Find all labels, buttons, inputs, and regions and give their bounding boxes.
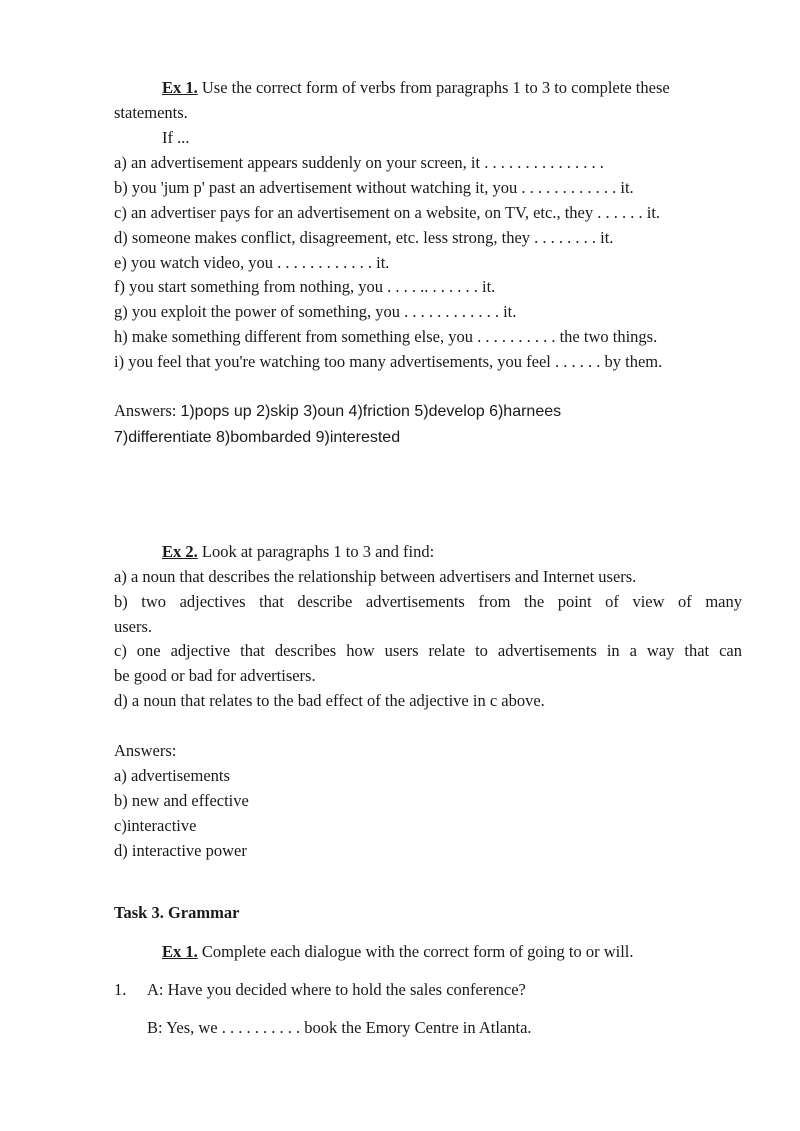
ex2-item-d: d) a noun that relates to the bad effect of the adjective in c above. xyxy=(114,691,545,710)
task3-ex1-label: Ex 1. xyxy=(162,942,198,961)
ex1-item-e: e) you watch video, you . . . . . . . . . . . . it. xyxy=(114,253,390,272)
ex2-item-c-line1: c) one adjective that describes how users relate to advertisements in a way that can xyxy=(114,641,742,660)
ex2-answer-d: d) interactive power xyxy=(114,841,247,860)
ex2-instruction: Look at paragraphs 1 to 3 and find: xyxy=(201,542,435,561)
ex2-label: Ex 2. xyxy=(162,542,198,561)
ex1-instruction: Use the correct form of verbs from paragraphs 1 to 3 to complete these xyxy=(201,78,670,97)
ex2-item-a: a) a noun that describes the relationship between advertisers and Internet users. xyxy=(114,567,637,586)
dialogue-line-a: A: Have you decided where to hold the sales conference? xyxy=(147,980,526,999)
ex1-answers-line1 xyxy=(114,401,561,422)
ex2-answer-b: b) new and effective xyxy=(114,791,249,810)
ex1-answers-label: Answers: xyxy=(114,401,177,420)
ex2-item-b-line1: b) two adjectives that describe advertisements from the point of view of many xyxy=(114,592,742,611)
ex2-instruction-line xyxy=(162,542,434,562)
ex1-instruction-line xyxy=(162,78,670,98)
task3-heading: Task 3. Grammar xyxy=(114,903,240,922)
ex1-if-line: If ... xyxy=(162,128,190,147)
ex1-instruction-cont: statements. xyxy=(114,103,188,122)
ex1-item-i: i) you feel that you're watching too many advertisements, you feel . . . . . . by them. xyxy=(114,352,663,371)
ex2-answer-a: a) advertisements xyxy=(114,766,230,785)
ex1-answers-part1: 1)pops up 2)skip 3)oun 4)friction 5)develop 6)harnees xyxy=(180,403,562,420)
task3-ex1-instruction: Complete each dialogue with the correct form of going to or will. xyxy=(201,942,634,961)
ex1-label: Ex 1. xyxy=(162,78,198,97)
ex2-item-b-line2: users. xyxy=(114,617,153,636)
ex1-item-g: g) you exploit the power of something, you . . . . . . . . . . . . it. xyxy=(114,302,517,321)
ex1-answers-line2: 7)differentiate 8)bombarded 9)interested xyxy=(114,429,401,446)
task3-ex1-instruction-line xyxy=(162,942,634,962)
ex2-item-c-line2: be good or bad for advertisers. xyxy=(114,666,316,685)
ex1-item-d: d) someone makes conflict, disagreement, etc. less strong, they . . . . . . . . it. xyxy=(114,228,614,247)
ex1-item-f: f) you start something from nothing, you . . . . .. . . . . . . it. xyxy=(114,277,496,296)
dialogue-number: 1. xyxy=(114,980,127,999)
ex1-item-a: a) an advertisement appears suddenly on your screen, it . . . . . . . . . . . . . . . xyxy=(114,153,604,172)
ex2-answer-c: c)interactive xyxy=(114,816,197,835)
ex1-item-c: c) an advertiser pays for an advertisement on a website, on TV, etc., they . . . . . . it. xyxy=(114,203,661,222)
ex2-answers-label: Answers: xyxy=(114,741,177,760)
ex1-item-h: h) make something different from something else, you . . . . . . . . . . the two things. xyxy=(114,327,658,346)
ex1-item-b: b) you 'jum p' past an advertisement without watching it, you . . . . . . . . . . . . it. xyxy=(114,178,634,197)
dialogue-line-b: B: Yes, we . . . . . . . . . . book the Emory Centre in Atlanta. xyxy=(147,1018,532,1037)
